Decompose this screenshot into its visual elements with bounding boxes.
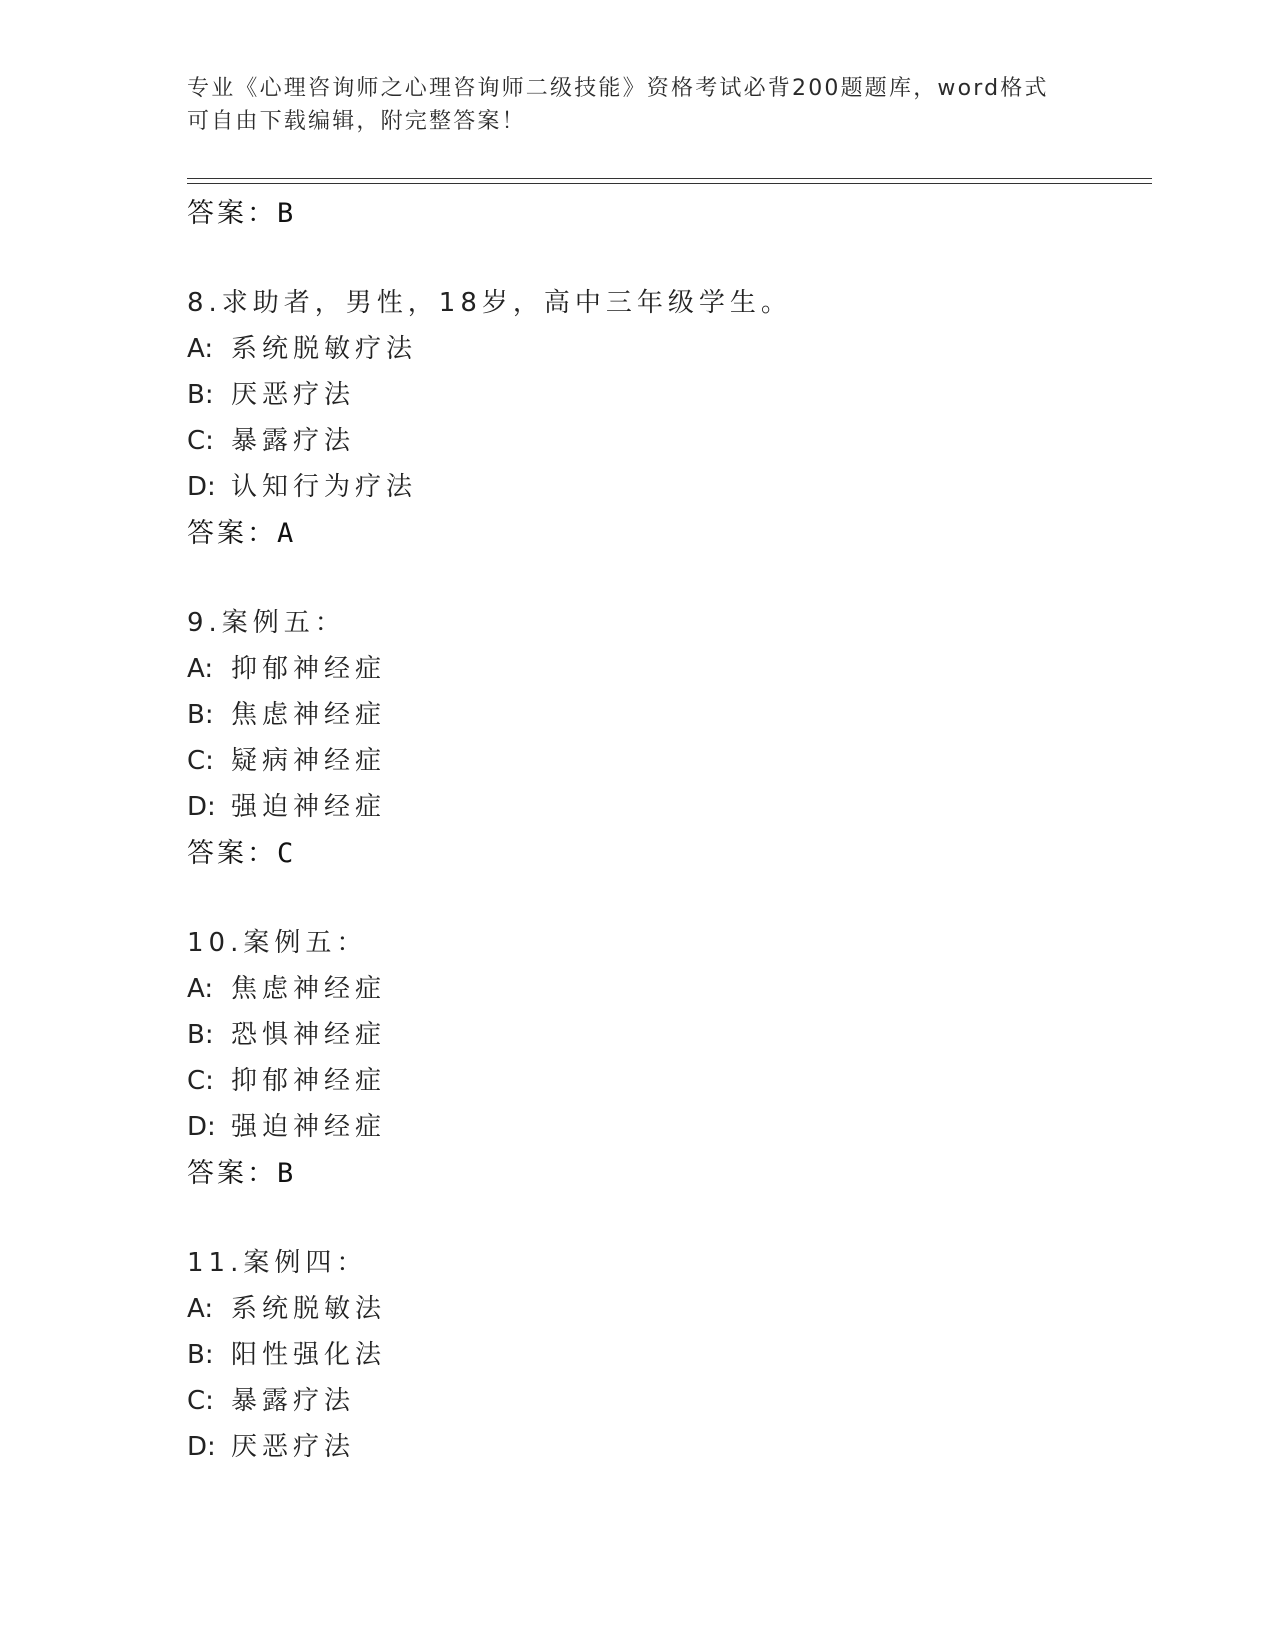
option-d (187, 1424, 1147, 1470)
option-text: 暴露疗法 (231, 1386, 356, 1416)
option-text: 强迫神经症 (231, 1112, 387, 1142)
option-key: D: (187, 792, 216, 822)
option-c (187, 418, 1147, 464)
option-text: 系统脱敏疗法 (231, 334, 418, 364)
option-a (187, 326, 1147, 372)
option-d (187, 1104, 1147, 1150)
answer-key: B (277, 1158, 297, 1189)
question-block-8 (187, 280, 1147, 558)
option-d (187, 784, 1147, 830)
document-header (187, 72, 1067, 138)
option-b (187, 692, 1147, 738)
option-text: 焦虑神经症 (231, 974, 387, 1004)
question-block-9 (187, 600, 1147, 878)
header-divider (187, 178, 1152, 184)
option-key: C: (187, 426, 214, 456)
option-key: A: (187, 334, 214, 364)
question-stem: 9.案例五： (187, 608, 346, 638)
question-stem: 11.案例四： (187, 1248, 368, 1278)
question-list (187, 190, 1147, 1470)
option-key: D: (187, 1112, 216, 1142)
answer-key: B (277, 198, 297, 229)
header-line-2: 可自由下载编辑，附完整答案！ (187, 109, 526, 134)
option-text: 阳性强化法 (231, 1340, 387, 1370)
answer-label: 答案： (187, 838, 277, 869)
answer-line (187, 510, 1147, 558)
header-line-1: 专业《心理咨询师之心理咨询师二级技能》资格考试必背200题题库，word格式 (187, 76, 1049, 101)
spacer (187, 1198, 1147, 1240)
spacer (187, 238, 1147, 280)
option-text: 恐惧神经症 (231, 1020, 387, 1050)
answer-key: C (277, 838, 297, 869)
option-key: C: (187, 746, 214, 776)
option-key: B: (187, 1020, 214, 1050)
spacer (187, 878, 1147, 920)
question-block-10 (187, 920, 1147, 1198)
option-c (187, 1378, 1147, 1424)
option-key: D: (187, 472, 216, 502)
option-key: B: (187, 1340, 214, 1370)
option-text: 认知行为疗法 (231, 472, 418, 502)
question-block-11 (187, 1240, 1147, 1470)
answer-key: A (277, 518, 297, 549)
question-stem: 10.案例五： (187, 928, 368, 958)
answer-label: 答案： (187, 198, 277, 229)
answer-label: 答案： (187, 1158, 277, 1189)
option-c (187, 1058, 1147, 1104)
option-b (187, 1332, 1147, 1378)
option-text: 焦虑神经症 (231, 700, 387, 730)
option-key: A: (187, 1294, 214, 1324)
option-key: A: (187, 654, 214, 684)
answer-label: 答案： (187, 518, 277, 549)
option-text: 抑郁神经症 (231, 654, 387, 684)
option-c (187, 738, 1147, 784)
option-text: 抑郁神经症 (231, 1066, 387, 1096)
answer-line-previous (187, 190, 1147, 238)
option-a (187, 1286, 1147, 1332)
option-key: A: (187, 974, 214, 1004)
answer-line (187, 1150, 1147, 1198)
option-key: C: (187, 1066, 214, 1096)
option-a (187, 966, 1147, 1012)
option-key: C: (187, 1386, 214, 1416)
option-text: 疑病神经症 (231, 746, 387, 776)
option-b (187, 372, 1147, 418)
option-key: D: (187, 1432, 216, 1462)
option-text: 厌恶疗法 (231, 1432, 356, 1462)
option-key: B: (187, 380, 214, 410)
option-d (187, 464, 1147, 510)
option-text: 强迫神经症 (231, 792, 387, 822)
question-stem: 8.求助者，男性，18岁，高中三年级学生。 (187, 288, 792, 318)
answer-line (187, 830, 1147, 878)
option-text: 暴露疗法 (231, 426, 356, 456)
option-text: 系统脱敏法 (231, 1294, 387, 1324)
option-key: B: (187, 700, 214, 730)
option-text: 厌恶疗法 (231, 380, 356, 410)
option-b (187, 1012, 1147, 1058)
spacer (187, 558, 1147, 600)
option-a (187, 646, 1147, 692)
